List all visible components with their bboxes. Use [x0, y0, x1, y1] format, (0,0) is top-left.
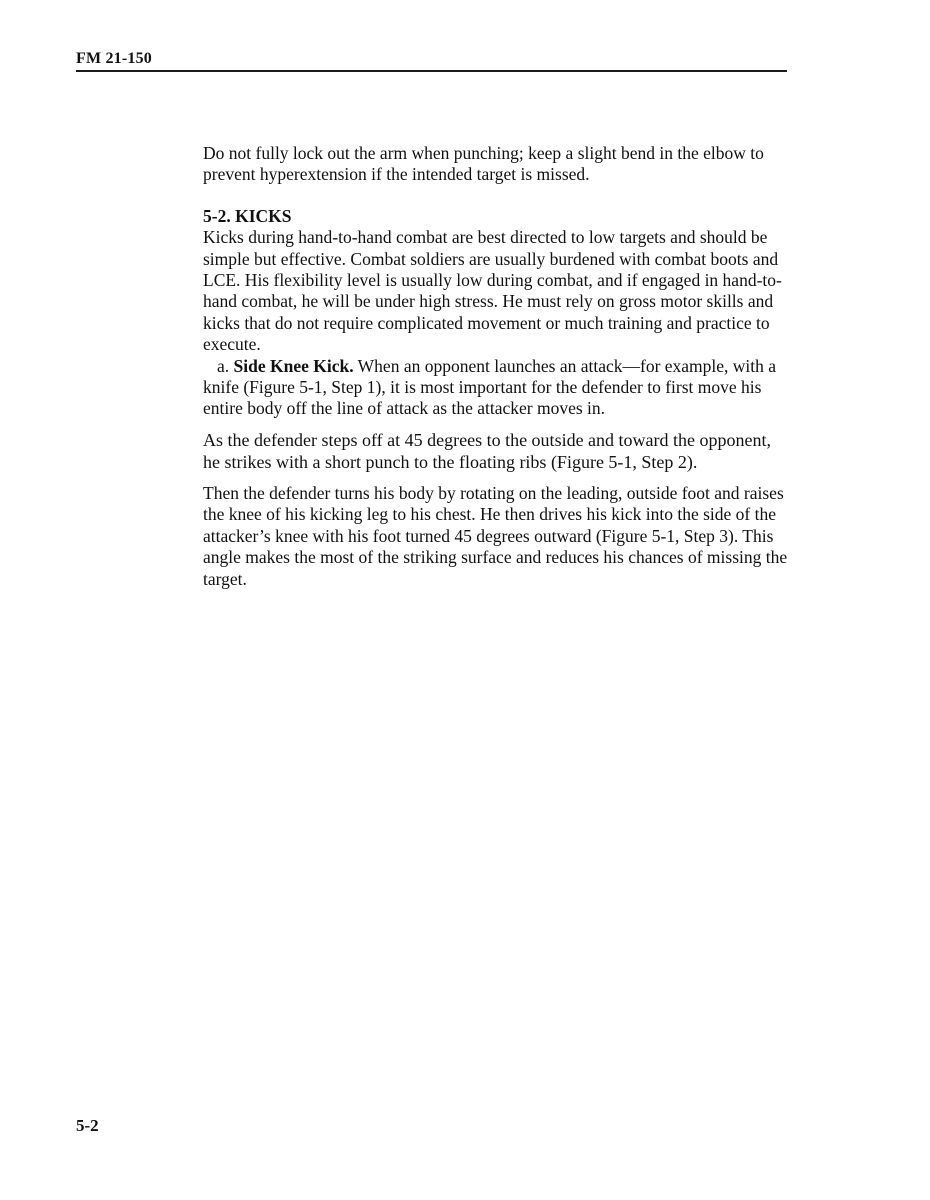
page-body: [203, 143, 789, 590]
page-number: 5-2: [76, 1116, 99, 1135]
subsection-a-title: Side Knee Kick.: [233, 355, 354, 376]
step3-paragraph: Then the defender turns his body by rotating on the leading, outside foot and raises the knee of his kicking leg to his chest. He then drives his kick into the side of the attacker’s knee with his foot turned 45 degrees outward (Figure 5-1, Step 3). This angle makes the most of the striking surface and reduces his chances of missing the target.: [203, 482, 788, 589]
step2-paragraph: As the defender steps off at 45 degrees to the outside and toward the opponent, he strikes with a short punch to the floating ribs (Figure 5-1, Step 2).: [203, 429, 772, 472]
subsection-a-paragraph: [203, 356, 789, 420]
page-header: [76, 50, 787, 72]
subsection-a-text: When an opponent launches an attack—for example, with a knife (Figure 5-1, Step 1), it is most important for the defender to first move his entire body off the line of attack as the attacker moves in.: [203, 355, 777, 419]
subsection-a-prefix: a.: [217, 355, 234, 376]
section-paragraph: Kicks during hand-to-hand combat are best directed to low targets and should be simple but effective. Combat soldiers are usually burdened with combat boots and LCE. His flexibility level is usually low during combat, and if engaged in hand-to-hand combat, he will be under high stress. He must rely on gross motor skills and kicks that do not require complicated movement or much training and practice to execute.: [203, 227, 782, 355]
intro-paragraph: Do not fully lock out the arm when punching; keep a slight bend in the elbow to prevent hyperextension if the intended target is missed.: [203, 143, 764, 185]
section-heading: 5-2. KICKS: [203, 205, 292, 226]
manual-id: FM 21-150: [76, 50, 153, 67]
